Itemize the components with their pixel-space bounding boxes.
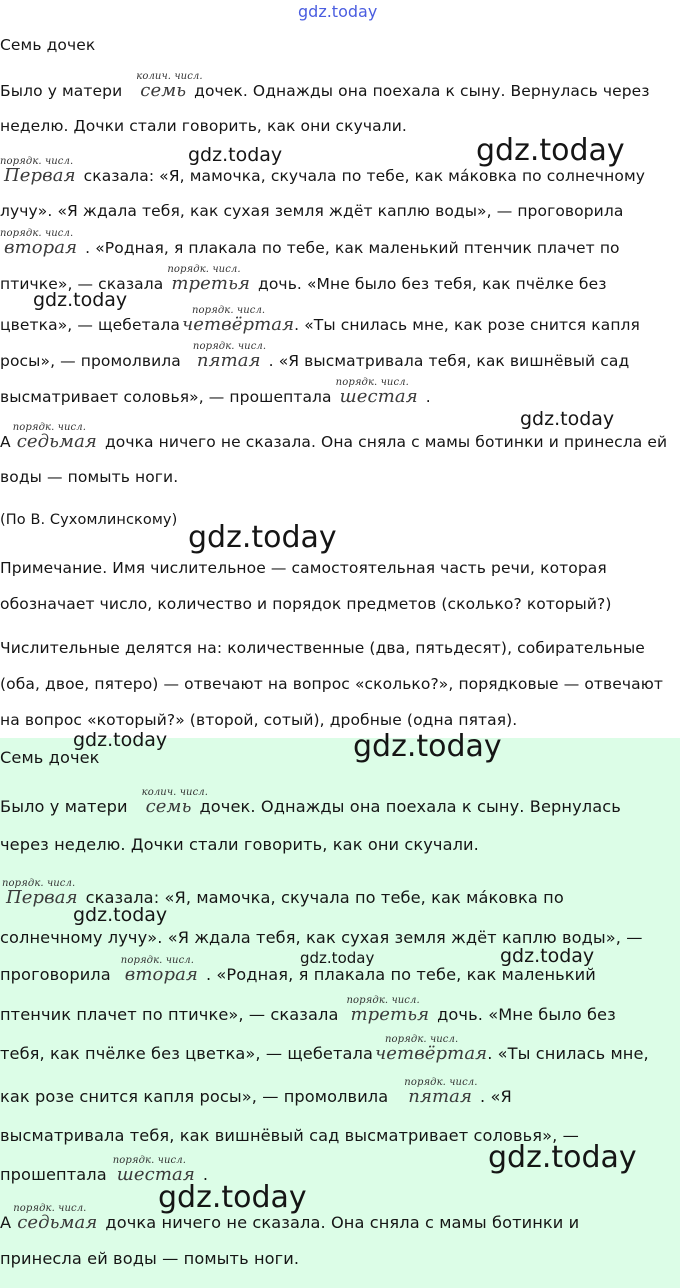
numeral-tretya xyxy=(346,995,434,1025)
task-line-5 xyxy=(0,228,620,258)
answer-line-6 xyxy=(0,995,616,1025)
text-fragment: проговорила xyxy=(0,965,111,984)
task-line-10 xyxy=(0,422,668,452)
text-fragment: птенчик плачет по птичке», — сказала xyxy=(0,1005,339,1024)
numeral-type-label: порядк. числ. xyxy=(12,422,86,433)
text-fragment: дочь. «Мне было без xyxy=(437,1005,616,1024)
watermark: gdz.today xyxy=(500,945,595,967)
numeral-type-label: порядк. числ. xyxy=(2,878,76,889)
numeral-pyataya xyxy=(192,341,267,371)
numeral-word: шестая xyxy=(116,1164,195,1185)
numeral-type-label: порядк. числ. xyxy=(13,1203,87,1214)
text-fragment: сказала: «Я, мамочка, скучала по тебе, как ма́ковка по солнечному xyxy=(83,167,646,185)
task-title: Семь дочек xyxy=(0,36,96,54)
note-line-1: Примечание. Имя числительное — самостоятельная часть речи, которая xyxy=(0,559,607,577)
site-logo[interactable]: gdz.today xyxy=(298,2,378,21)
text-fragment: дочек. Однажды она поехала к сыну. Вернулась через xyxy=(194,82,650,100)
numeral-chetvertaya xyxy=(375,1034,488,1064)
text-fragment: . «Ты снилась мне, как розе снится капля xyxy=(294,316,640,334)
watermark: gdz.today xyxy=(353,729,502,764)
task-line-9 xyxy=(0,377,431,407)
watermark: gdz.today xyxy=(33,289,128,311)
watermark: gdz.today xyxy=(188,520,337,555)
task-line-1 xyxy=(0,71,650,101)
numeral-word: третья xyxy=(171,273,251,294)
numeral-word: четвёртая xyxy=(375,1043,488,1064)
numeral-sedmaya xyxy=(13,1203,101,1233)
note-line-5: на вопрос «который?» (второй, сотый), дробные (одна пятая). xyxy=(0,711,518,729)
answer-line-2: через неделю. Дочки стали говорить, как они скучали. xyxy=(0,835,479,854)
text-fragment: . «Родная, я плакала по тебе, как маленький птенчик плачет по xyxy=(85,239,620,257)
numeral-word: пятая xyxy=(196,350,261,371)
answer-line-4: солнечному лучу». «Я ждала тебя, как сухая земля ждёт каплю воды», — xyxy=(0,928,643,947)
text-fragment: цветка», — щебетала xyxy=(0,316,180,334)
task-line-3 xyxy=(0,156,646,186)
text-fragment: Было у матери xyxy=(0,797,128,816)
note-line-3: Числительные делятся на: количественные (два, пятьдесят), собирательные xyxy=(0,639,645,657)
numeral-word: семь xyxy=(140,80,187,101)
note-line-4: (оба, двое, пятеро) — отвечают на вопрос «сколько?», порядковые — отвечают xyxy=(0,675,664,693)
text-fragment: высматривает соловья», — прошептала xyxy=(0,388,332,406)
numeral-word: Первая xyxy=(6,887,78,908)
watermark: gdz.today xyxy=(476,133,625,168)
numeral-word: вторая xyxy=(4,237,78,258)
answer-line-12: принесла ей воды — помыть ноги. xyxy=(0,1249,300,1268)
watermark: gdz.today xyxy=(188,144,283,166)
answer-line-9: высматривала тебя, как вишнёвый сад высматривает соловья», — xyxy=(0,1126,579,1145)
watermark: gdz.today xyxy=(73,729,168,751)
numeral-word: пятая xyxy=(408,1086,473,1107)
numeral-type-label: порядк. числ. xyxy=(167,264,241,275)
numeral-type-label: порядк. числ. xyxy=(335,377,409,388)
numeral-sem xyxy=(136,71,203,101)
numeral-type-label: порядк. числ. xyxy=(404,1077,478,1088)
answer-line-8 xyxy=(0,1077,512,1107)
numeral-pervaya xyxy=(2,878,82,908)
numeral-type-label: колич. числ. xyxy=(141,787,209,798)
text-fragment: . «Я xyxy=(480,1087,512,1106)
numeral-word: шестая xyxy=(339,386,418,407)
numeral-word: седьмая xyxy=(17,1212,98,1233)
numeral-vtoraya xyxy=(0,228,81,258)
numeral-vtoraya xyxy=(120,955,202,985)
numeral-type-label: порядк. числ. xyxy=(0,228,74,239)
text-fragment: тебя, как пчёлке без цветка», — щебетала xyxy=(0,1044,373,1063)
numeral-tretya xyxy=(167,264,254,294)
text-fragment: прошептала xyxy=(0,1165,107,1184)
task-line-7 xyxy=(0,305,640,335)
numeral-word: седьмая xyxy=(16,431,97,452)
numeral-shestaya xyxy=(335,377,422,407)
numeral-type-label: порядк. числ. xyxy=(385,1034,459,1045)
watermark: gdz.today xyxy=(158,1180,307,1215)
numeral-word: семь xyxy=(145,796,192,817)
task-line-8 xyxy=(0,341,630,371)
text-fragment: . «Ты снилась мне, xyxy=(487,1044,649,1063)
numeral-word: Первая xyxy=(4,165,76,186)
numeral-word: вторая xyxy=(124,964,198,985)
numeral-chetvertaya xyxy=(181,305,295,335)
numeral-pyataya xyxy=(404,1077,478,1107)
watermark: gdz.today xyxy=(73,904,168,926)
numeral-word: четвёртая xyxy=(181,314,295,335)
task-line-4: лучу». «Я ждала тебя, как сухая земля ждёт каплю воды», — проговорила xyxy=(0,202,624,220)
text-fragment: как розе снится капля росы», — промолвила xyxy=(0,1087,389,1106)
numeral-type-label: порядк. числ. xyxy=(346,995,420,1006)
answer-line-1 xyxy=(0,787,621,817)
numeral-type-label: порядк. числ. xyxy=(120,955,195,966)
text-fragment: дочек. Однажды она поехала к сыну. Вернулась xyxy=(199,797,621,816)
watermark: gdz.today xyxy=(300,949,375,967)
numeral-sem xyxy=(141,787,209,817)
numeral-sedmaya xyxy=(12,422,101,452)
numeral-word: третья xyxy=(350,1004,430,1025)
text-fragment: . «Родная, я плакала по тебе, как маленький xyxy=(205,965,596,984)
task-source: (По В. Сухомлинскому) xyxy=(0,512,178,528)
numeral-type-label: порядк. числ. xyxy=(112,1155,186,1166)
text-fragment: А xyxy=(0,1213,12,1232)
text-fragment: дочка ничего не сказала. Она сняла с мамы ботинки и принесла ей xyxy=(104,433,668,451)
numeral-type-label: порядк. числ. xyxy=(0,156,74,167)
text-fragment: . xyxy=(202,1165,209,1184)
task-line-2: неделю. Дочки стали говорить, как они скучали. xyxy=(0,117,407,135)
text-fragment: . xyxy=(425,388,431,406)
text-fragment: росы», — промолвила xyxy=(0,352,181,370)
numeral-type-label: колич. числ. xyxy=(136,71,203,82)
text-fragment: А xyxy=(0,433,11,451)
text-fragment: сказала: «Я, мамочка, скучала по тебе, как ма́ковка по xyxy=(85,888,564,907)
answer-section xyxy=(0,738,680,1288)
text-fragment: дочь. «Мне было без тебя, как пчёлке без xyxy=(258,275,607,293)
note-line-2: обозначает число, количество и порядок предметов (сколько? который?) xyxy=(0,595,612,613)
watermark: gdz.today xyxy=(488,1140,637,1175)
text-fragment: дочка ничего не сказала. Она сняла с мамы ботинки и xyxy=(105,1213,580,1232)
answer-line-7 xyxy=(0,1034,649,1064)
answer-title: Семь дочек xyxy=(0,748,100,767)
text-fragment: . «Я высматривала тебя, как вишнёвый сад xyxy=(268,352,630,370)
text-fragment: Было у матери xyxy=(0,82,123,100)
numeral-type-label: порядк. числ. xyxy=(191,305,266,316)
numeral-pervaya xyxy=(0,156,80,186)
answer-line-11 xyxy=(0,1203,580,1233)
task-line-11: воды — помыть ноги. xyxy=(0,468,179,486)
watermark: gdz.today xyxy=(520,408,615,430)
text-fragment: птичке», — сказала xyxy=(0,275,164,293)
numeral-type-label: порядк. числ. xyxy=(192,341,267,352)
